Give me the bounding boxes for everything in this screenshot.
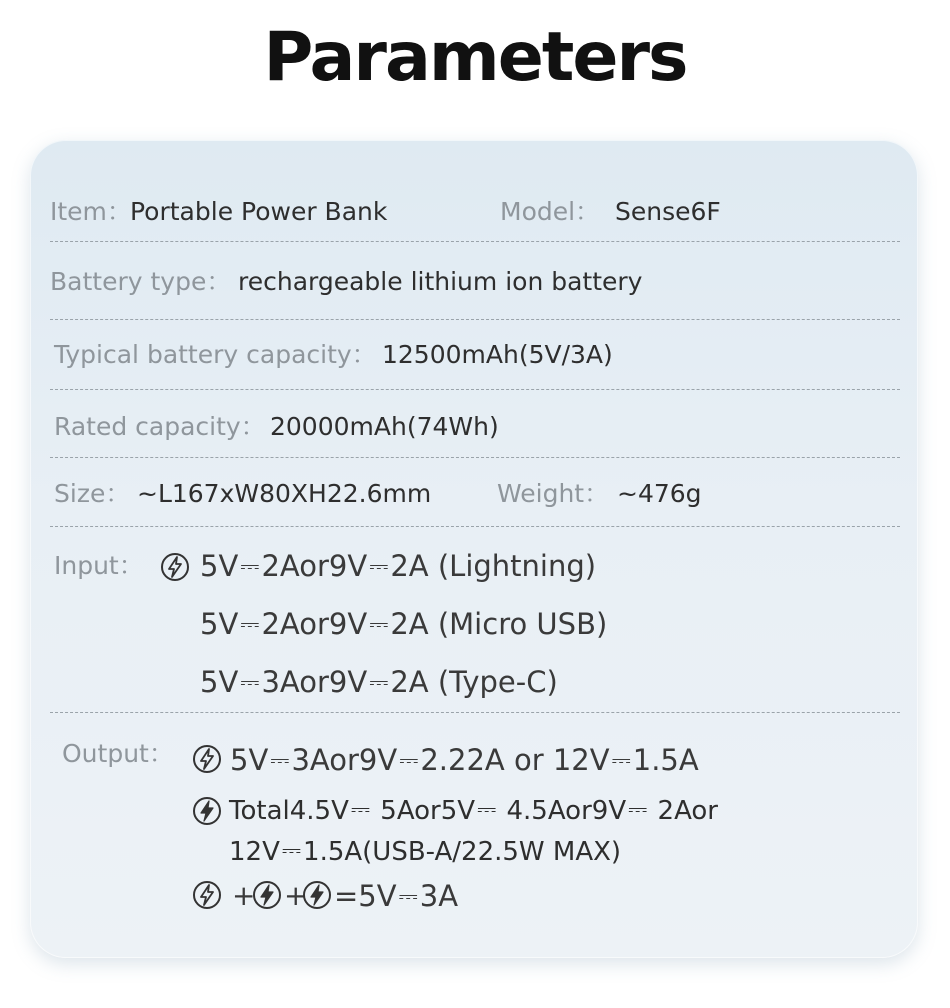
input-line-type-c: 5V⎓3Aor9V⎓2A (Type-C) — [200, 665, 558, 699]
rated-capacity-value: 20000mAh(74Wh) — [270, 412, 499, 441]
weight-value: ~476g — [617, 479, 702, 508]
input-line-micro-usb: 5V⎓2Aor9V⎓2A (Micro USB) — [200, 607, 608, 641]
item-value: Portable Power Bank — [130, 197, 388, 226]
output-line-2: Total4.5V⎓ 5Aor5V⎓ 4.5Aor9V⎓ 2Aor — [229, 795, 718, 826]
lightning-circle-icon — [192, 796, 222, 826]
page-title: Parameters — [263, 18, 687, 97]
battery-type-value: rechargeable lithium ion battery — [238, 267, 643, 296]
divider — [50, 457, 900, 458]
model-value: Sense6F — [615, 197, 721, 226]
size-value: ~L167xW80XH22.6mm — [137, 479, 432, 508]
divider — [50, 319, 900, 320]
divider — [50, 712, 900, 713]
lightning-circle-icon — [192, 744, 222, 774]
lightning-circle-icon — [192, 880, 222, 910]
plus-sign: + — [232, 879, 256, 912]
input-line-lightning: 5V⎓2Aor9V⎓2A (Lightning) — [200, 549, 597, 583]
battery-type-label: Battery type： — [50, 267, 232, 296]
typical-capacity-value: 12500mAh(5V/3A) — [382, 340, 613, 369]
typical-capacity-label: Typical battery capacity： — [54, 340, 377, 369]
rated-capacity-label: Rated capacity： — [54, 412, 266, 441]
input-label: Input： — [54, 551, 144, 580]
output-line-1: 5V⎓3Aor9V⎓2.22A or 12V⎓1.5A — [230, 743, 699, 777]
output-line-2b: 12V⎓1.5A(USB-A/22.5W MAX) — [229, 836, 622, 867]
item-label: Item： — [50, 197, 132, 226]
output-line-3: =5V⎓3A — [334, 879, 459, 913]
plus-sign: + — [284, 879, 308, 912]
weight-label: Weight： — [497, 479, 610, 508]
lightning-circle-icon — [160, 552, 190, 582]
divider — [50, 241, 900, 242]
divider — [50, 526, 900, 527]
lightning-circle-icon — [302, 880, 332, 910]
model-label: Model： — [500, 197, 601, 226]
size-label: Size： — [54, 479, 131, 508]
lightning-circle-icon — [252, 880, 282, 910]
divider — [50, 389, 900, 390]
output-label: Output： — [62, 739, 174, 768]
